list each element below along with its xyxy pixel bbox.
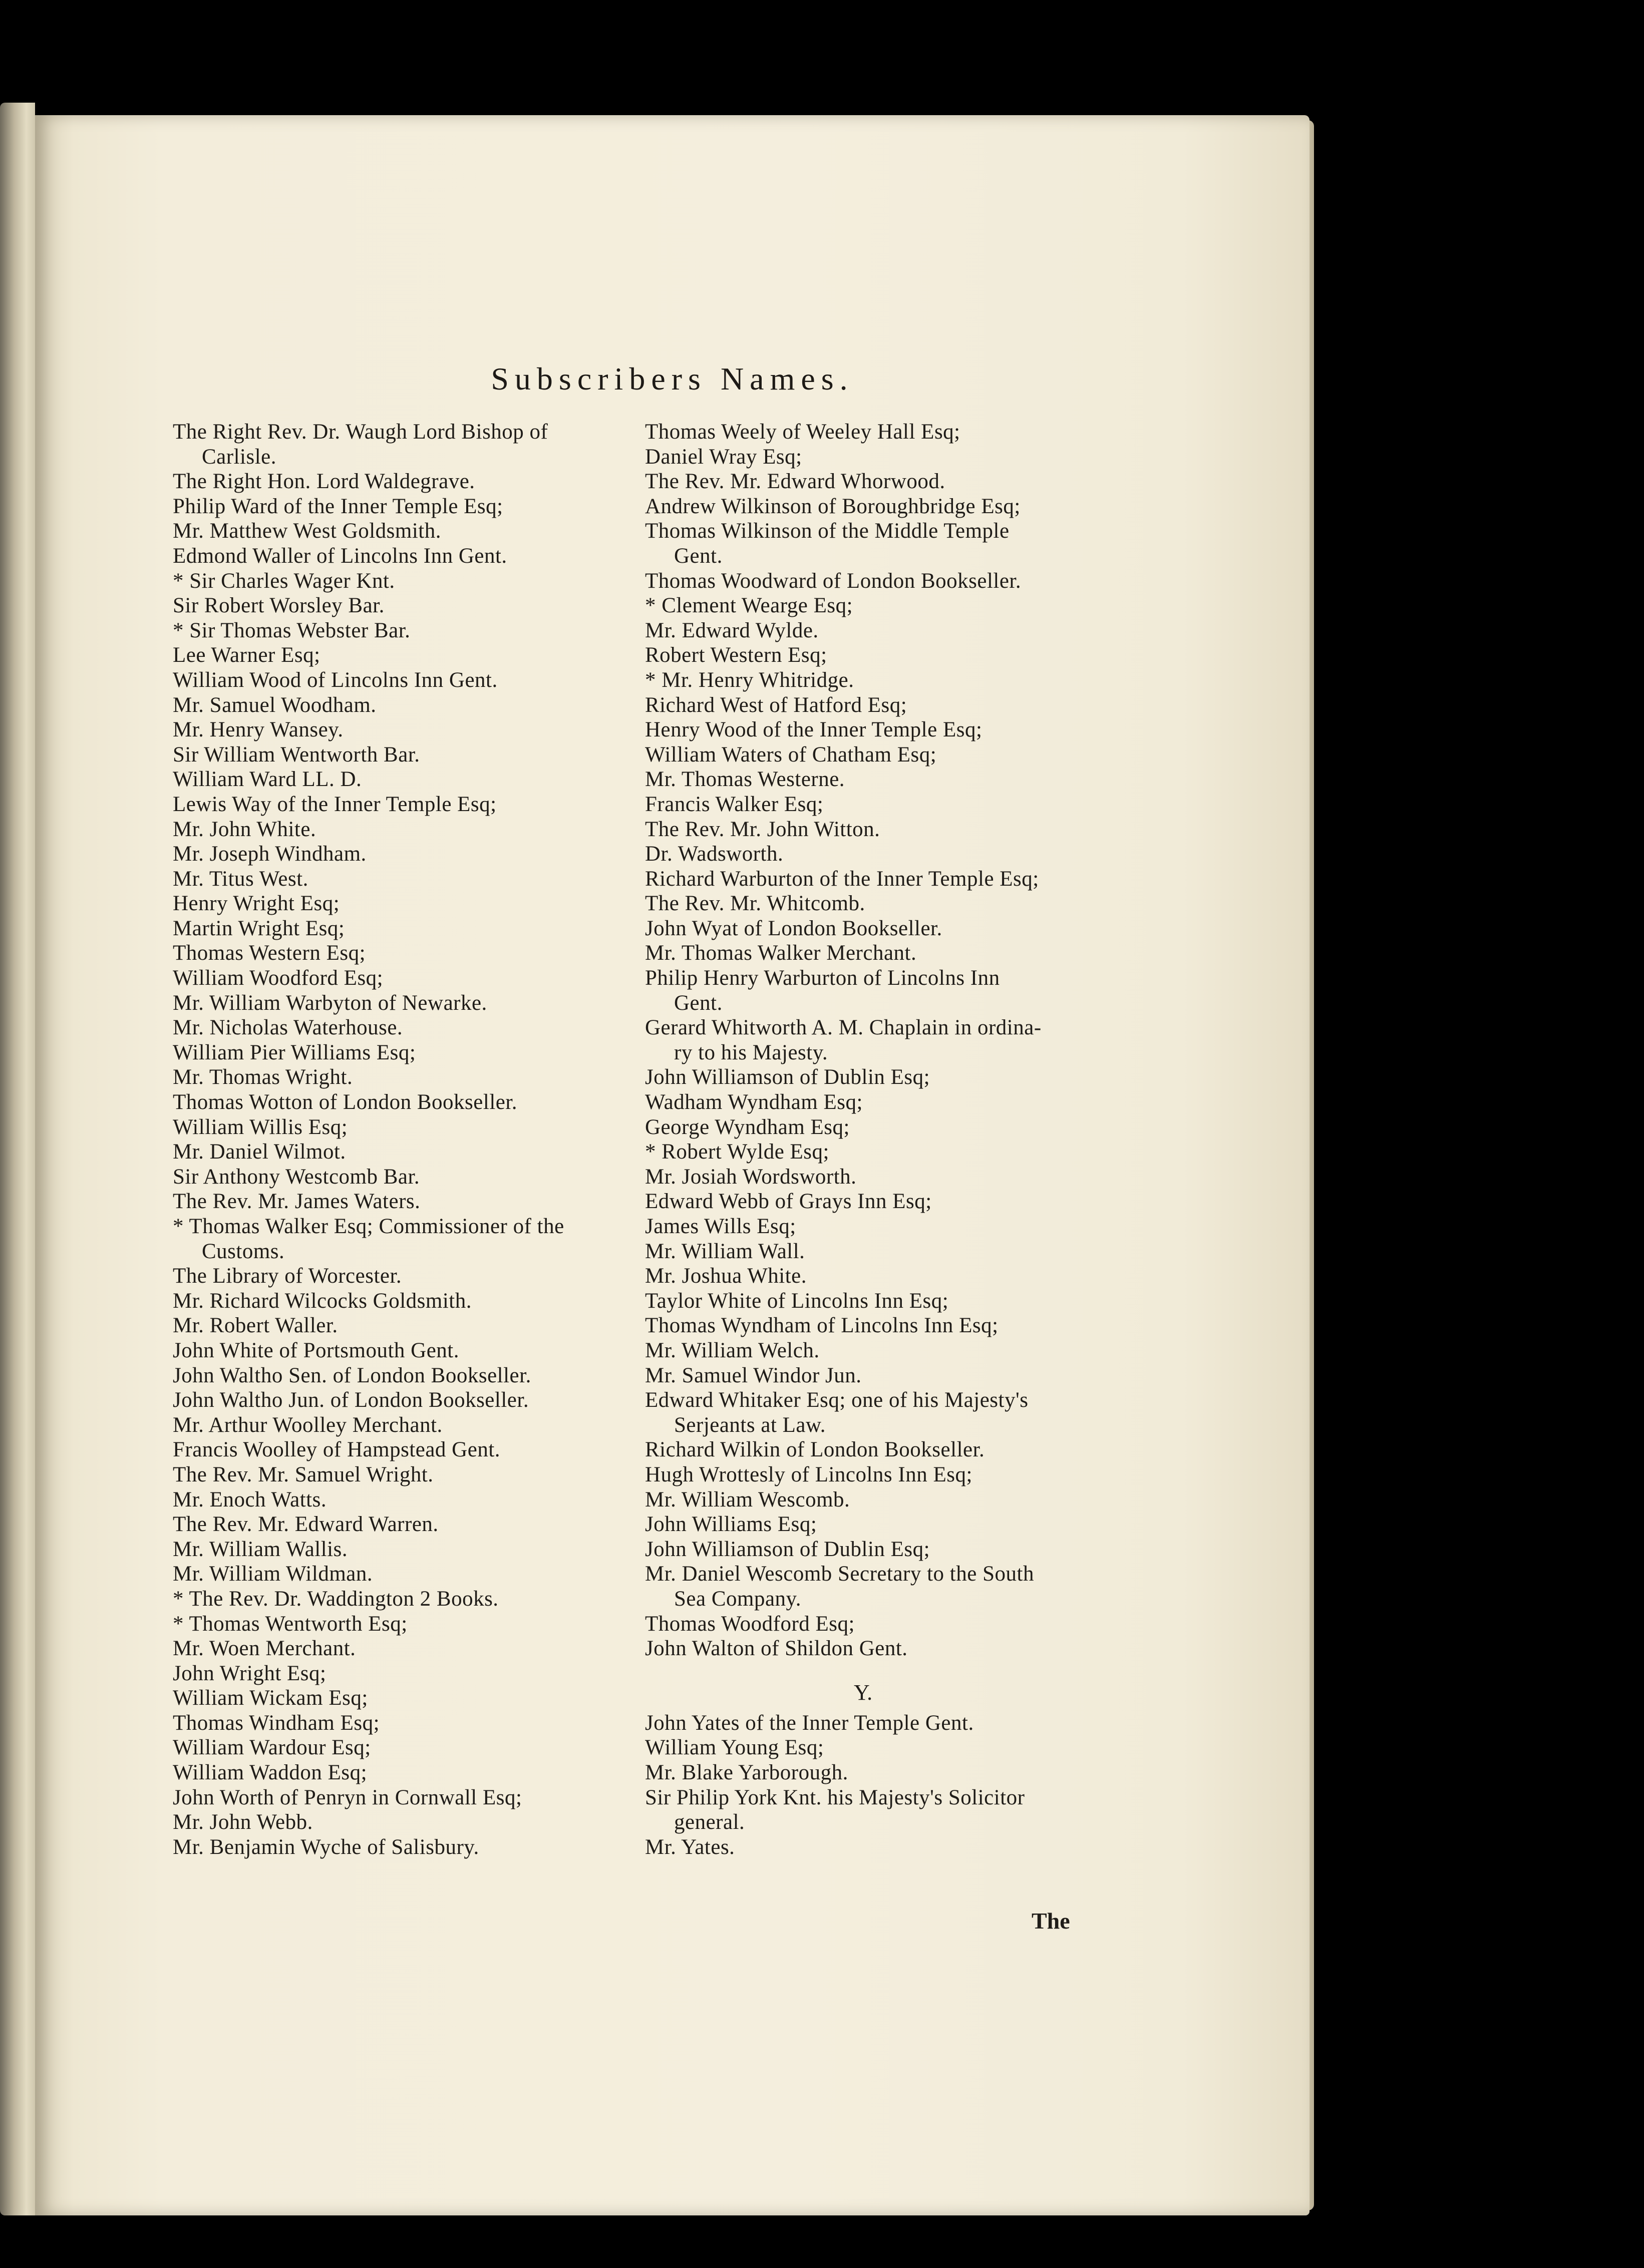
right-column: [645, 420, 1161, 1859]
subscriber-entry: Mr. Robert Waller.: [173, 1314, 338, 1338]
subscriber-entry: Edward Webb of Grays Inn Esq;: [645, 1190, 932, 1214]
subscriber-entry: * Mr. Henry Whitridge.: [645, 668, 854, 692]
subscriber-entry: Mr. John Webb.: [173, 1810, 313, 1834]
subscriber-entry: Mr. Blake Yarborough.: [645, 1761, 848, 1785]
subscriber-entry: John Waltho Sen. of London Bookseller.: [173, 1363, 531, 1387]
subscriber-entry: Lee Warner Esq;: [173, 643, 320, 667]
subscriber-entry: John White of Portsmouth Gent.: [173, 1338, 459, 1362]
subscriber-entry: William Waters of Chatham Esq;: [645, 742, 937, 767]
subscriber-entry: Sir William Wentworth Bar.: [173, 742, 420, 767]
subscriber-entry: * Sir Charles Wager Knt.: [173, 569, 395, 593]
subscriber-entry: Mr. William Warbyton of Newarke.: [173, 991, 487, 1015]
subscriber-entry: Gerard Whitworth A. M. Chaplain in ordina-: [645, 1016, 1042, 1040]
subscriber-entry: Henry Wood of the Inner Temple Esq;: [645, 718, 982, 742]
subscriber-entry: The Rev. Mr. James Waters.: [173, 1190, 421, 1214]
subscriber-entry: Francis Walker Esq;: [645, 792, 824, 816]
subscriber-entry: Lewis Way of the Inner Temple Esq;: [173, 792, 497, 816]
section-gap: [645, 1661, 1161, 1686]
subscriber-entry: Mr. Joseph Windham.: [173, 842, 367, 866]
subscriber-entry: Sir Philip York Knt. his Majesty's Solicitor: [645, 1785, 1025, 1809]
book-page: [35, 115, 1309, 2215]
subscriber-entry: Mr. Thomas Walker Merchant.: [645, 941, 917, 965]
subscriber-entry: Mr. Samuel Woodham.: [173, 693, 377, 717]
subscriber-entry: Richard West of Hatford Esq;: [645, 693, 907, 717]
subscriber-entry: The Right Rev. Dr. Waugh Lord Bishop of: [173, 420, 548, 444]
subscriber-entry: Henry Wright Esq;: [173, 892, 340, 916]
subscriber-entry: Mr. Arthur Woolley Merchant.: [173, 1413, 443, 1437]
subscriber-entry: Mr. Enoch Watts.: [173, 1487, 327, 1511]
subscriber-entry: The Rev. Mr. Edward Warren.: [173, 1513, 439, 1537]
subscriber-entry: Mr. Benjamin Wyche of Salisbury.: [173, 1835, 479, 1859]
subscriber-entry: William Wickam Esq;: [173, 1686, 368, 1710]
subscriber-entry: Taylor White of Lincolns Inn Esq;: [645, 1289, 949, 1313]
subscriber-entry: Thomas Windham Esq;: [173, 1711, 380, 1735]
subscriber-entry: Hugh Wrottesly of Lincolns Inn Esq;: [645, 1462, 972, 1486]
subscriber-entry: Andrew Wilkinson of Boroughbridge Esq;: [645, 494, 1021, 518]
subscriber-entry: Gent.: [674, 991, 723, 1015]
subscriber-entry: William Wardour Esq;: [173, 1736, 371, 1760]
subscriber-entry: The Rev. Mr. Samuel Wright.: [173, 1462, 434, 1486]
subscriber-entry: Mr. William Wildman.: [173, 1562, 373, 1586]
left-page-edge: [0, 103, 35, 2215]
subscriber-entry: Martin Wright Esq;: [173, 916, 345, 940]
subscriber-entry: Mr. Richard Wilcocks Goldsmith.: [173, 1289, 472, 1313]
subscriber-entry: The Rev. Mr. Edward Whorwood.: [645, 470, 945, 494]
subscriber-entry: Serjeants at Law.: [674, 1413, 826, 1437]
subscriber-entry: Sir Anthony Westcomb Bar.: [173, 1165, 420, 1189]
section-letter-y: Y.: [854, 1680, 873, 1705]
subscriber-entry: John Williamson of Dublin Esq;: [645, 1065, 930, 1089]
subscriber-entry: John Wyat of London Bookseller.: [645, 916, 942, 940]
subscriber-entry: William Willis Esq;: [173, 1115, 348, 1139]
section-gap: [645, 1686, 1161, 1711]
subscriber-entry: * Sir Thomas Webster Bar.: [173, 618, 411, 642]
subscriber-entry: Sea Company.: [674, 1587, 802, 1611]
subscriber-entry: William Young Esq;: [645, 1736, 824, 1760]
subscriber-entry: Wadham Wyndham Esq;: [645, 1090, 863, 1114]
subscriber-entry: Mr. Matthew West Goldsmith.: [173, 519, 441, 543]
subscriber-entry: Mr. Thomas Westerne.: [645, 768, 845, 792]
subscriber-entry: Philip Henry Warburton of Lincolns Inn: [645, 966, 1000, 990]
catchword: The: [1032, 1908, 1070, 1934]
right-column-w-entries: [645, 420, 1161, 1661]
subscriber-entry: * Thomas Wentworth Esq;: [173, 1612, 408, 1636]
subscriber-entry: Mr. Nicholas Waterhouse.: [173, 1016, 403, 1040]
subscriber-entry: George Wyndham Esq;: [645, 1115, 850, 1139]
subscriber-entry: Mr. Edward Wylde.: [645, 618, 819, 642]
subscriber-entry: James Wills Esq;: [645, 1215, 796, 1238]
subscriber-entry: Mr. William Wall.: [645, 1239, 805, 1263]
subscriber-entry: Edmond Waller of Lincolns Inn Gent.: [173, 544, 507, 568]
subscriber-entry: Mr. Woen Merchant.: [173, 1637, 356, 1661]
subscriber-entry: Mr. William Welch.: [645, 1338, 820, 1362]
subscriber-entry: Richard Warburton of the Inner Temple Esq;: [645, 867, 1039, 891]
subscriber-entry: Thomas Woodford Esq;: [645, 1612, 855, 1636]
subscriber-entry: * Robert Wylde Esq;: [645, 1140, 829, 1164]
subscriber-entry: Mr. John White.: [173, 817, 316, 841]
subscriber-entry: Sir Robert Worsley Bar.: [173, 594, 385, 618]
subscriber-entry: Customs.: [202, 1239, 285, 1263]
subscriber-entry: Edward Whitaker Esq; one of his Majesty's: [645, 1388, 1029, 1412]
subscriber-entry: Mr. William Wallis.: [173, 1537, 348, 1561]
subscriber-entry: * Clement Wearge Esq;: [645, 594, 853, 618]
subscriber-entry: Philip Ward of the Inner Temple Esq;: [173, 494, 503, 518]
subscriber-entry: John Williams Esq;: [645, 1513, 817, 1537]
subscriber-entry: John Yates of the Inner Temple Gent.: [645, 1711, 974, 1735]
subscriber-entry: Thomas Western Esq;: [173, 941, 366, 965]
subscriber-entry: Mr. Yates.: [645, 1835, 735, 1859]
subscriber-entry: John Walton of Shildon Gent.: [645, 1637, 908, 1661]
subscriber-entry: Francis Woolley of Hampstead Gent.: [173, 1438, 501, 1462]
subscriber-entry: Mr. Thomas Wright.: [173, 1065, 353, 1089]
subscriber-entry: William Waddon Esq;: [173, 1761, 368, 1785]
subscriber-entry: Thomas Weely of Weeley Hall Esq;: [645, 420, 960, 444]
subscriber-entry: The Rev. Mr. Whitcomb.: [645, 892, 865, 916]
subscriber-entry: Mr. Daniel Wescomb Secretary to the South: [645, 1562, 1034, 1586]
subscriber-entry: John Wright Esq;: [173, 1661, 326, 1685]
subscriber-entry: Mr. William Wescomb.: [645, 1487, 850, 1511]
subscriber-entry: The Library of Worcester.: [173, 1264, 402, 1288]
subscriber-entry: Robert Western Esq;: [645, 643, 827, 667]
subscriber-entry: Thomas Woodward of London Bookseller.: [645, 569, 1022, 593]
subscriber-entry: general.: [674, 1810, 745, 1834]
subscriber-entry: Mr. Henry Wansey.: [173, 718, 344, 742]
subscriber-entry: Mr. Samuel Windor Jun.: [645, 1363, 862, 1387]
page-heading: Subscribers Names.: [491, 361, 854, 397]
subscriber-entry: * The Rev. Dr. Waddington 2 Books.: [173, 1587, 499, 1611]
subscriber-entry: John Williamson of Dublin Esq;: [645, 1537, 930, 1561]
subscriber-entry: William Wood of Lincolns Inn Gent.: [173, 668, 498, 692]
subscriber-entry: Dr. Wadsworth.: [645, 842, 784, 866]
subscriber-entry: John Worth of Penryn in Cornwall Esq;: [173, 1785, 522, 1809]
subscriber-entry: Daniel Wray Esq;: [645, 445, 802, 469]
subscriber-entry: Mr. Titus West.: [173, 867, 308, 891]
subscriber-entry: ry to his Majesty.: [674, 1040, 828, 1064]
subscriber-entry: * Thomas Walker Esq; Commissioner of the: [173, 1215, 564, 1238]
subscriber-entry: Thomas Wilkinson of the Middle Temple: [645, 519, 1010, 543]
subscriber-entry: William Woodford Esq;: [173, 966, 384, 990]
subscriber-entry: Mr. Joshua White.: [645, 1264, 807, 1288]
left-column: [173, 420, 659, 1859]
subscriber-entry: William Pier Williams Esq;: [173, 1040, 416, 1064]
subscriber-entry: Thomas Wotton of London Bookseller.: [173, 1090, 518, 1114]
subscriber-entry: Mr. Josiah Wordsworth.: [645, 1165, 857, 1189]
subscriber-entry: William Ward LL. D.: [173, 768, 362, 792]
subscriber-entry: Carlisle.: [202, 445, 276, 469]
subscriber-entry: Gent.: [674, 544, 723, 568]
subscriber-entry: Richard Wilkin of London Bookseller.: [645, 1438, 985, 1462]
right-column-y-entries: [645, 1711, 1161, 1860]
subscriber-entry: Thomas Wyndham of Lincolns Inn Esq;: [645, 1314, 999, 1338]
subscriber-entry: The Rev. Mr. John Witton.: [645, 817, 880, 841]
subscriber-entry: Mr. Daniel Wilmot.: [173, 1140, 346, 1164]
subscriber-entry: The Right Hon. Lord Waldegrave.: [173, 470, 475, 494]
subscriber-entry: John Waltho Jun. of London Bookseller.: [173, 1388, 529, 1412]
